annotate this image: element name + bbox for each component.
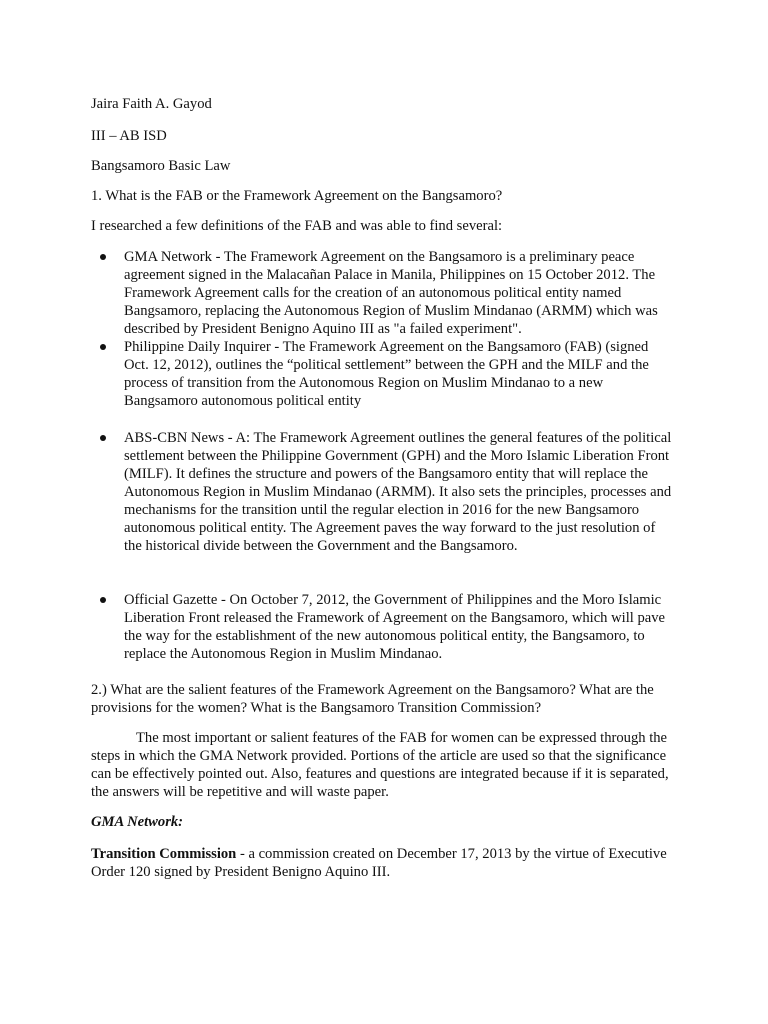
bullet-icon xyxy=(100,344,106,350)
class-section: III – AB ISD xyxy=(91,128,167,144)
document-subject: Bangsamoro Basic Law xyxy=(91,158,231,174)
bullet-icon xyxy=(100,435,106,441)
transition-commission-paragraph xyxy=(91,845,676,881)
definitions-list xyxy=(91,591,676,663)
list-item xyxy=(91,338,676,410)
bullet-icon xyxy=(100,597,106,603)
definitions-list xyxy=(91,248,676,338)
answer-2-paragraph: The most important or salient features of the FAB for women can be expressed through the steps in which the GMA Network provided. Portions of the article are used so that the significance can be effectively pointed out. Also, features and questions are integrated because if it is separated, the answers will be repetitive and will waste paper. xyxy=(91,730,669,800)
definition-text: GMA Network - The Framework Agreement on the Bangsamoro is a preliminary peace agreement signed in the Malacañan Palace in Manila, Philippines on 15 October 2012. The Framework Agreement calls for the creation of an autonomous political entity named Bangsamoro, replacing the Autonomous Region of Muslim Mindanao (ARMM) which was described by President Benigno Aquino III as "a failed experiment". xyxy=(124,249,658,337)
list-item xyxy=(91,248,676,338)
author-name: Jaira Faith A. Gayod xyxy=(91,96,212,112)
list-item xyxy=(91,429,676,555)
definition-text: Philippine Daily Inquirer - The Framework Agreement on the Bangsamoro (FAB) (signed Oct. 12, 2012), outlines the “political settlement” between the GPH and the MILF and the process of transition from the Autonomous Region on Muslim Mindanao to a new Bangsamoro autonomous political entity xyxy=(124,339,649,409)
definition-text: ABS-CBN News - A: The Framework Agreement outlines the general features of the political settlement between the Philippine Government (GPH) and the Moro Islamic Liberation Front (MILF). It defines the structure and powers of the Bangsamoro entity that will replace the Autonomous Region in Muslim Mindanao (ARMM). It also sets the principles, processes and mechanisms for the transition until the regular election in 2016 for the new Bangsamoro autonomous political entity. The Agreement paves the way forward to the just resolution of the historical divide between the Government and the Bangsamoro. xyxy=(124,430,672,554)
gma-network-heading: GMA Network: xyxy=(91,814,184,830)
list-item xyxy=(91,591,676,663)
transition-commission-definition: - a commission created on December 17, 2013 by the virtue of Executive Order 120 signed by President Benigno Aquino III. xyxy=(91,846,667,880)
question-2: 2.) What are the salient features of the Framework Agreement on the Bangsamoro? What are the provisions for the women? What is the Bangsamoro Transition Commission? xyxy=(91,682,654,716)
bullet-icon xyxy=(100,254,106,260)
question-1: 1. What is the FAB or the Framework Agreement on the Bangsamoro? xyxy=(91,188,503,204)
definition-text: Official Gazette - On October 7, 2012, the Government of Philippines and the Moro Islamic Liberation Front released the Framework of Agreement on the Bangsamoro, which will pave the way for the establishment of the new autonomous political entity, the Bangsamoro, to replace the Autonomous Region in Muslim Mindanao. xyxy=(124,592,666,662)
intro-paragraph: I researched a few definitions of the FAB and was able to find several: xyxy=(91,218,503,234)
transition-commission-term: Transition Commission xyxy=(91,846,237,862)
definitions-list xyxy=(91,429,676,555)
definitions-list xyxy=(91,338,676,410)
